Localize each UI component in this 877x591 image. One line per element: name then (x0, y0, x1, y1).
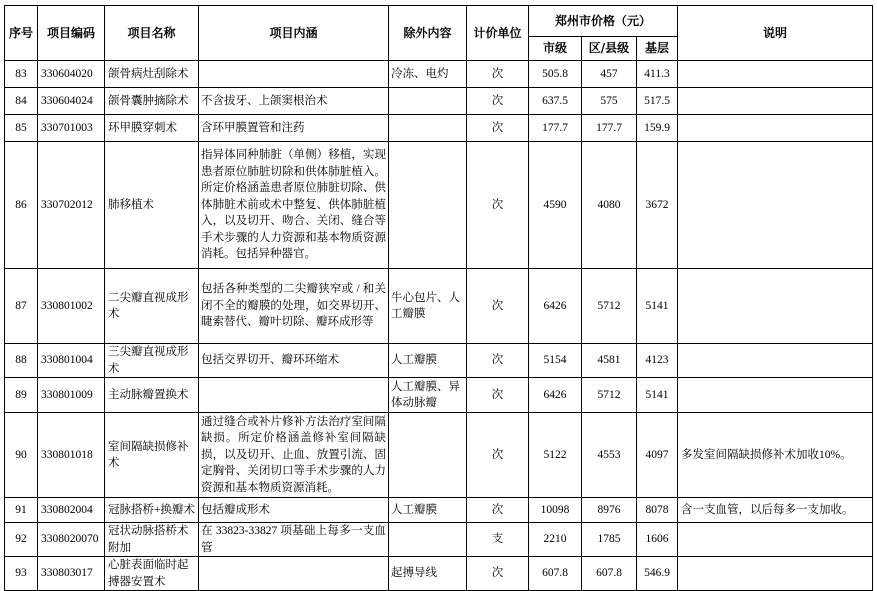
header-price-group: 郑州市价格（元） (529, 6, 678, 37)
price-district: 4080 (582, 142, 637, 269)
price-basic: 546.9 (637, 557, 678, 591)
row-name: 肺移植术 (105, 142, 199, 269)
row-unit: 次 (467, 557, 529, 591)
header-price-basic: 基层 (637, 37, 678, 61)
table-row (5, 61, 873, 88)
header-name: 项目名称 (105, 6, 199, 61)
price-city: 5122 (529, 413, 582, 498)
row-excluded: 冷冻、电灼 (389, 61, 467, 88)
price-basic: 1606 (637, 523, 678, 557)
price-city: 177.7 (529, 115, 582, 142)
price-city: 607.8 (529, 557, 582, 591)
row-excluded (389, 115, 467, 142)
row-seq: 83 (5, 61, 38, 88)
row-excluded: 牛心包片、人工瓣膜 (389, 269, 467, 344)
row-content: 不含拔牙、上颌窦根治术 (199, 88, 389, 115)
price-basic: 5141 (637, 378, 678, 413)
header-note: 说明 (678, 6, 873, 61)
row-note (678, 115, 873, 142)
row-unit: 次 (467, 115, 529, 142)
row-excluded (389, 88, 467, 115)
price-district: 607.8 (582, 557, 637, 591)
row-content: 包括交界切开、瓣环环缩术 (199, 344, 389, 378)
row-code: 330801018 (38, 413, 105, 498)
row-code: 330604020 (38, 61, 105, 88)
price-district: 177.7 (582, 115, 637, 142)
row-seq: 85 (5, 115, 38, 142)
price-city: 4590 (529, 142, 582, 269)
row-name: 主动脉瓣置换术 (105, 378, 199, 413)
row-excluded: 人工瓣膜 (389, 498, 467, 523)
row-seq: 84 (5, 88, 38, 115)
row-code: 330701003 (38, 115, 105, 142)
table-row (5, 413, 873, 498)
row-seq: 87 (5, 269, 38, 344)
price-basic: 517.5 (637, 88, 678, 115)
price-basic: 4123 (637, 344, 678, 378)
table-row (5, 344, 873, 378)
price-city: 6426 (529, 378, 582, 413)
price-city: 6426 (529, 269, 582, 344)
row-excluded: 人工瓣膜、异体动脉瓣 (389, 378, 467, 413)
row-content (199, 61, 389, 88)
row-name: 颌骨病灶刮除术 (105, 61, 199, 88)
row-unit: 次 (467, 413, 529, 498)
row-content: 指异体同种肺脏（单侧）移植，实现患者原位肺脏切除和供体肺脏植入。所定价格涵盖患者原位肺脏切除、供体肺脏术前或术中整复、供体肺脏植入，以及切开、吻合、关闭、缝合等手术步骤的人力资源和基本物质资源消耗。包括异种器官。 (199, 142, 389, 269)
row-unit: 次 (467, 142, 529, 269)
table-row (5, 115, 873, 142)
row-note (678, 269, 873, 344)
row-name: 冠状动脉搭桥术附加 (105, 523, 199, 557)
row-code: 330801009 (38, 378, 105, 413)
price-district: 4553 (582, 413, 637, 498)
price-city: 2210 (529, 523, 582, 557)
row-note (678, 142, 873, 269)
row-name: 冠脉搭桥+换瓣术 (105, 498, 199, 523)
row-unit: 支 (467, 523, 529, 557)
row-note (678, 61, 873, 88)
price-district: 5712 (582, 269, 637, 344)
table-row (5, 498, 873, 523)
row-excluded (389, 142, 467, 269)
row-code: 330801002 (38, 269, 105, 344)
row-note (678, 523, 873, 557)
row-note (678, 344, 873, 378)
table-row (5, 557, 873, 591)
price-basic: 4097 (637, 413, 678, 498)
row-note (678, 557, 873, 591)
row-name: 颌骨囊肿摘除术 (105, 88, 199, 115)
row-unit: 次 (467, 61, 529, 88)
header-code: 项目编码 (38, 6, 105, 61)
header-excluded: 除外内容 (389, 6, 467, 61)
row-excluded: 人工瓣膜 (389, 344, 467, 378)
row-name: 环甲膜穿刺术 (105, 115, 199, 142)
price-basic: 8078 (637, 498, 678, 523)
row-unit: 次 (467, 498, 529, 523)
row-seq: 90 (5, 413, 38, 498)
header-seq: 序号 (5, 6, 38, 61)
row-content: 含环甲膜置管和注药 (199, 115, 389, 142)
row-note (678, 378, 873, 413)
row-code: 3308020070 (38, 523, 105, 557)
row-note: 含一支血管，以后每多一支加收。 (678, 498, 873, 523)
row-seq: 86 (5, 142, 38, 269)
price-table (4, 5, 873, 591)
table-row (5, 88, 873, 115)
row-code: 330604024 (38, 88, 105, 115)
price-city: 10098 (529, 498, 582, 523)
row-unit: 次 (467, 378, 529, 413)
row-code: 330803017 (38, 557, 105, 591)
price-district: 4581 (582, 344, 637, 378)
price-city: 637.5 (529, 88, 582, 115)
header-price-district: 区/县级 (582, 37, 637, 61)
price-city: 505.8 (529, 61, 582, 88)
header-price-city: 市级 (529, 37, 582, 61)
row-content: 在 33823-33827 项基础上每多一支血管 (199, 523, 389, 557)
price-basic: 411.3 (637, 61, 678, 88)
table-row (5, 142, 873, 269)
price-basic: 5141 (637, 269, 678, 344)
row-code: 330702012 (38, 142, 105, 269)
price-basic: 3672 (637, 142, 678, 269)
row-content: 包括瓣成形术 (199, 498, 389, 523)
row-content (199, 557, 389, 591)
price-district: 457 (582, 61, 637, 88)
row-content (199, 378, 389, 413)
price-basic: 159.9 (637, 115, 678, 142)
row-seq: 93 (5, 557, 38, 591)
header-row (5, 6, 873, 37)
price-district: 575 (582, 88, 637, 115)
table-row (5, 269, 873, 344)
row-note: 多发室间隔缺损修补术加收10%。 (678, 413, 873, 498)
table-row (5, 523, 873, 557)
row-unit: 次 (467, 269, 529, 344)
row-content: 包括各种类型的二尖瓣狭窄或 / 和关闭不全的瓣膜的处理，如交界切开、睫索替代、瓣叶切除、瓣环成形等 (199, 269, 389, 344)
price-district: 8976 (582, 498, 637, 523)
header-unit: 计价单位 (467, 6, 529, 61)
row-name: 二尖瓣直视成形术 (105, 269, 199, 344)
row-seq: 91 (5, 498, 38, 523)
row-excluded (389, 413, 467, 498)
price-district: 5712 (582, 378, 637, 413)
row-seq: 88 (5, 344, 38, 378)
price-city: 5154 (529, 344, 582, 378)
row-name: 三尖瓣直视成形术 (105, 344, 199, 378)
row-unit: 次 (467, 88, 529, 115)
header-content: 项目内涵 (199, 6, 389, 61)
row-seq: 92 (5, 523, 38, 557)
row-excluded (389, 523, 467, 557)
row-name: 室间隔缺损修补术 (105, 413, 199, 498)
row-code: 330801004 (38, 344, 105, 378)
price-district: 1785 (582, 523, 637, 557)
row-name: 心脏表面临时起搏器安置术 (105, 557, 199, 591)
row-excluded: 起搏导线 (389, 557, 467, 591)
row-unit: 次 (467, 344, 529, 378)
row-content: 通过缝合或补片修补方法治疗室间隔缺损。所定价格涵盖修补室间隔缺损，以及切开、止血、放置引流、固定胸骨、关闭切口等手术步骤的人力资源和基本物质资源消耗。 (199, 413, 389, 498)
row-note (678, 88, 873, 115)
table-row (5, 378, 873, 413)
row-seq: 89 (5, 378, 38, 413)
row-code: 330802004 (38, 498, 105, 523)
